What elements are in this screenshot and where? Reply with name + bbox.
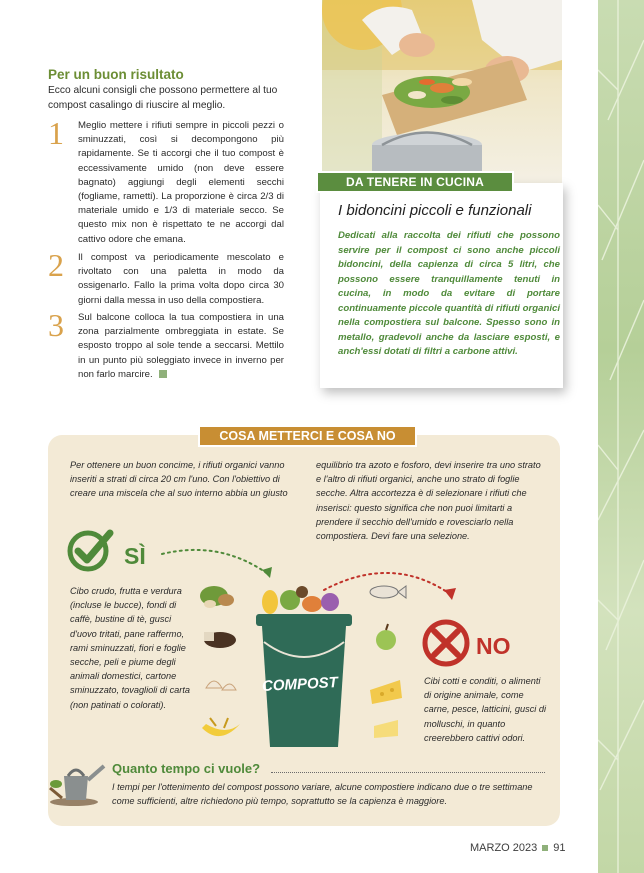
checkmark-icon	[66, 527, 116, 575]
info-text: Dedicati alla raccolta dei rifiuti che possono servire per il compost ci sono anche piccoli bidoncini, della capienza di circa 5 litri, che possono essere tranquillamente tenuti in cucina, in modo da evitare di portare continuamente piccole quantità di rifiuti organici nella compostiera sul balcone. Spesso sono in metallo, gradevoli anche da lasciare esposti, e anch'essi dotati di filtri a carbone attivi.	[338, 230, 560, 357]
apple-icon	[376, 624, 396, 650]
dotted-divider	[271, 772, 545, 773]
fish-icon	[370, 586, 406, 598]
step-3	[48, 307, 284, 382]
no-label: NO	[476, 633, 511, 659]
panel-tag: COSA METTERCI E COSA NO	[198, 425, 417, 447]
info-subtitle: I bidoncini piccoli e funzionali	[338, 202, 532, 219]
no-items-icons	[364, 580, 408, 740]
step-number: 3	[48, 307, 64, 343]
bin-label: COMPOST	[261, 674, 339, 695]
kitchen-bin-photo	[322, 0, 562, 183]
step-text: Sul balcone colloca la tua compostiera in una zona parzialmente ombreggiata in estate. Se esposto troppo al sole tende a seccarsi. Mettilo in un punto più soleggiato invece in inverno per non farlo marcire.	[78, 312, 284, 380]
page-number: 91	[553, 842, 566, 854]
issue-date: MARZO 2023	[470, 842, 538, 854]
banana-peel-icon	[202, 718, 240, 736]
vegetables-icon	[200, 586, 234, 608]
leaf-background	[598, 0, 644, 873]
yes-label: SÌ	[124, 543, 146, 569]
cheese-icon	[370, 680, 402, 704]
cross-icon	[420, 617, 472, 669]
panel-right-text: equilibrio tra azoto e fosforo, devi inserire tra uno strato e l'altro di rifiuti organici, anche uno strato di foglie secche. Altra accortezza è di selezionare i rifiuti che inserisci: questo significa che non puoi limitarti a prendere il secchio dell'umido e rovesciarlo nella compostiera. Devi fare una selezione.	[316, 460, 541, 542]
intro-title: Per un buon risultato	[48, 67, 184, 82]
step-1	[48, 115, 284, 247]
bottom-text: I tempi per l'ottenimento del compost possono variare, alcune compostiere indicano due o tre settimane come sufficienti, altre richiedono più tempo, soprattutto se la capienza è maggiore.	[112, 782, 533, 806]
intro-text: Ecco alcuni consigli che possono permettere al tuo compost casalingo di riuscire al meglio.	[48, 85, 278, 111]
step-text: Meglio mettere i rifiuti sempre in piccoli pezzi o sminuzzati, così si decompongono più rapidamente. Se ti accorgi che il tuo compost è eccessivamente umido (non deve essere bagnato) aggiungi degli elementi secchi (fogliame, rametti). La proporzione è circa 2/3 di materiale umido e 1/3 di materiale secco. Se questo mix non è rispettato te ne accorgi dal cattivo odore che emana.	[78, 120, 284, 245]
info-tag: DA TENERE IN CUCINA	[316, 171, 514, 193]
panel-left-text: Per ottenere un buon concime, i rifiuti organici vanno inseriti a strati di circa 20 cm l'uno. Con l'obiettivo di creare una miscela che al suo interno abbia un giusto	[70, 460, 288, 499]
bottom-title: Quanto tempo ci vuole?	[112, 761, 261, 776]
step-number: 2	[48, 247, 64, 283]
yes-items-icons	[196, 578, 246, 748]
eggshell-icon	[206, 681, 236, 690]
yes-list-text: Cibo crudo, frutta e verdura (incluse le bucce), fondi di caffè, bustine di tè, gusci d'uovo tritati, pane raffermo, rami sminuzzati, fiori e foglie secche, peli e piume degli animali domestici, cartone sminuzzato, tovaglioli di carta (non patinati o colorati).	[70, 586, 191, 710]
watering-can-icon	[44, 758, 108, 808]
step-2	[48, 247, 284, 308]
separator-square-icon	[542, 845, 548, 851]
cheese-wedge-icon	[374, 720, 398, 738]
coffee-grounds-icon	[204, 632, 236, 648]
step-number: 1	[48, 115, 64, 151]
page-footer	[470, 842, 566, 854]
end-square-icon	[159, 370, 167, 378]
no-list-text: Cibi cotti e conditi, o alimenti di origine animale, come carne, pesce, latticini, gusci di molluschi, in quanto creerebbero cattivi odori.	[424, 676, 547, 743]
step-text: Il compost va periodicamente mescolato e rivoltato con una paletta in modo da ossigenarlo. Fallo la prima volta dopo circa 30 giorni dalla messa in uso della compostiera.	[78, 252, 284, 306]
